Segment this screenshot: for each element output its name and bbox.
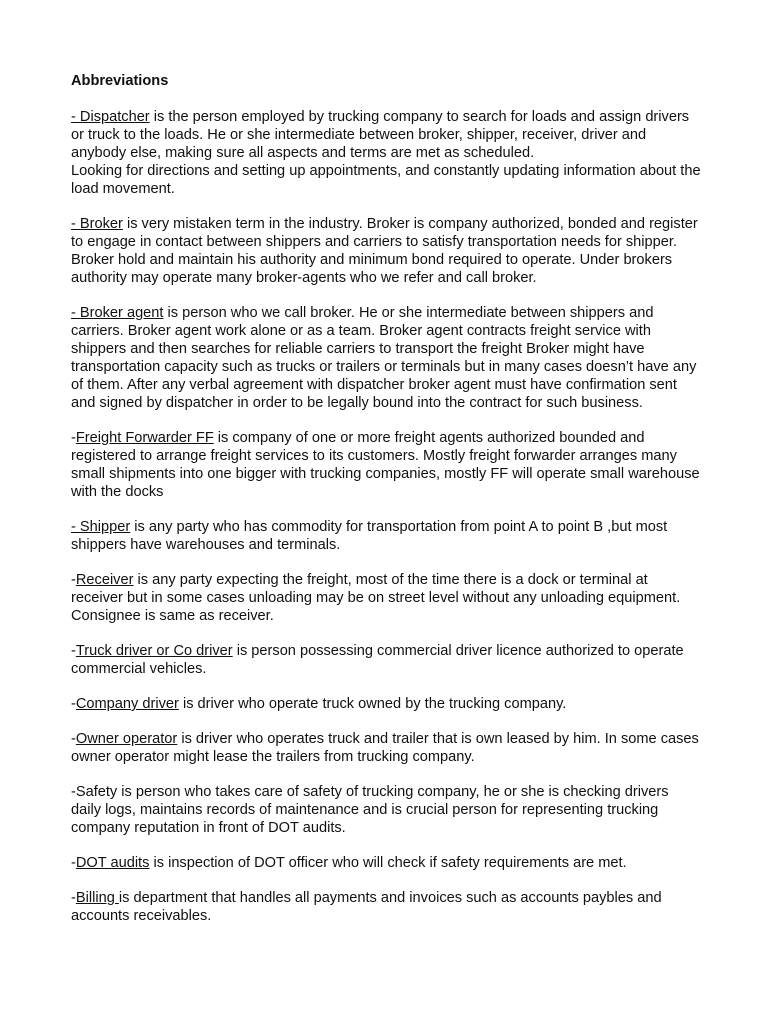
entry-body: is driver who operates truck and trailer that is own leased by him. In some cases owner operator might lease the trailers from trucking company. <box>71 731 699 765</box>
entry-body: is very mistaken term in the industry. Broker is company authorized, bonded and register to engage in contact between shippers and carriers to satisfy transportation needs for shipper. Broker hold and maintain his authority and minimum bond required to operate. Under brokers authority may operate many broker-agents who we refer and call broker. <box>71 216 698 286</box>
entry-term: Billing <box>75 890 119 906</box>
document-page <box>71 72 701 942</box>
entry-body: is person who we call broker. He or she intermediate between shippers and carriers. Broker agent work alone or as a team. Broker agent contracts freight service with shippers and then searches for reliable carriers to transport the freight Broker might have transportation capacity such as trucks or trailers or terminals but in many cases doesn’t have any of them. After any verbal agreement with dispatcher broker agent must have confirmation sent and signed by dispatcher in order to be legally bound into the contract for such business. <box>71 305 697 411</box>
entry-body: is department that handles all payments and invoices such as accounts paybles and accounts receivables. <box>71 890 662 924</box>
entry-term: Freight Forwarder FF <box>75 430 214 446</box>
document-title: Abbreviations <box>71 73 169 89</box>
entry-receiver <box>71 571 701 625</box>
entry-body: is inspection of DOT officer who will check if safety requirements are met. <box>149 855 627 871</box>
entry-text <box>71 854 701 872</box>
entry-truck-driver <box>71 642 701 678</box>
entry-term: Truck driver or Co driver <box>75 643 233 659</box>
entry-owner-operator <box>71 730 701 766</box>
entry-text <box>71 304 701 412</box>
entry-term: - Dispatcher <box>71 109 150 125</box>
entry-prefix: - <box>71 890 76 906</box>
entry-body: is company of one or more freight agents authorized bounded and registered to arrange freight services to its customers. Mostly freight forwarder arranges many small shipments into one bigger with trucking companies, mostly FF will operate small warehouse with the docks <box>71 430 700 500</box>
entry-text <box>71 642 701 678</box>
entry-prefix: - <box>71 572 76 588</box>
entry-body: is any party expecting the freight, most of the time there is a dock or terminal at receiver but in some cases unloading may be on street level without any unloading equipment. Consignee is same as receiver. <box>71 572 681 624</box>
entry-prefix: - <box>71 430 76 446</box>
entry-term: Company driver <box>75 696 179 712</box>
entry-shipper <box>71 518 701 554</box>
entry-text <box>71 571 701 625</box>
entry-freight-forwarder <box>71 429 701 501</box>
entry-term: - Broker agent <box>71 305 164 321</box>
entry-text <box>71 429 701 501</box>
entry-term: Receiver <box>75 572 134 588</box>
entry-term: - Shipper <box>71 519 131 535</box>
entry-term: - Broker <box>71 216 123 232</box>
entry-dispatcher <box>71 108 701 198</box>
entry-safety <box>71 783 701 837</box>
entry-text <box>71 695 701 713</box>
entry-text <box>71 215 701 287</box>
entry-body: -Safety is person who takes care of safety of trucking company, he or she is checking drivers daily logs, maintains records of maintenance and is crucial person for representing trucking company reputation in front of DOT audits. <box>71 784 669 836</box>
entry-broker <box>71 215 701 287</box>
entry-text <box>71 108 701 162</box>
entry-term: Owner operator <box>75 731 178 747</box>
entry-body: is person possessing commercial driver licence authorized to operate commercial vehicles. <box>71 643 684 677</box>
entry-body: is the person employed by trucking company to search for loads and assign drivers or truck to the loads. He or she intermediate between broker, shipper, receiver, driver and anybody else, making sure all aspects and terms are met as scheduled. <box>71 109 690 161</box>
entry-term: DOT audits <box>75 855 150 871</box>
entry-broker-agent <box>71 304 701 412</box>
entry-dot-audits <box>71 854 701 872</box>
entry-text <box>71 889 701 925</box>
entry-text <box>71 518 701 554</box>
entry-text <box>71 730 701 766</box>
entry-prefix: - <box>71 696 76 712</box>
entry-prefix: - <box>71 731 76 747</box>
entry-prefix: - <box>71 855 76 871</box>
entry-extra-text: Looking for directions and setting up appointments, and constantly updating information about the load movement. <box>71 163 701 197</box>
entry-body: is any party who has commodity for transportation from point A to point B ,but most shippers have warehouses and terminals. <box>71 519 668 553</box>
entry-prefix: - <box>71 643 76 659</box>
entry-company-driver <box>71 695 701 713</box>
entry-text <box>71 783 701 837</box>
entry-body: is driver who operate truck owned by the trucking company. <box>178 696 567 712</box>
entry-billing <box>71 889 701 925</box>
